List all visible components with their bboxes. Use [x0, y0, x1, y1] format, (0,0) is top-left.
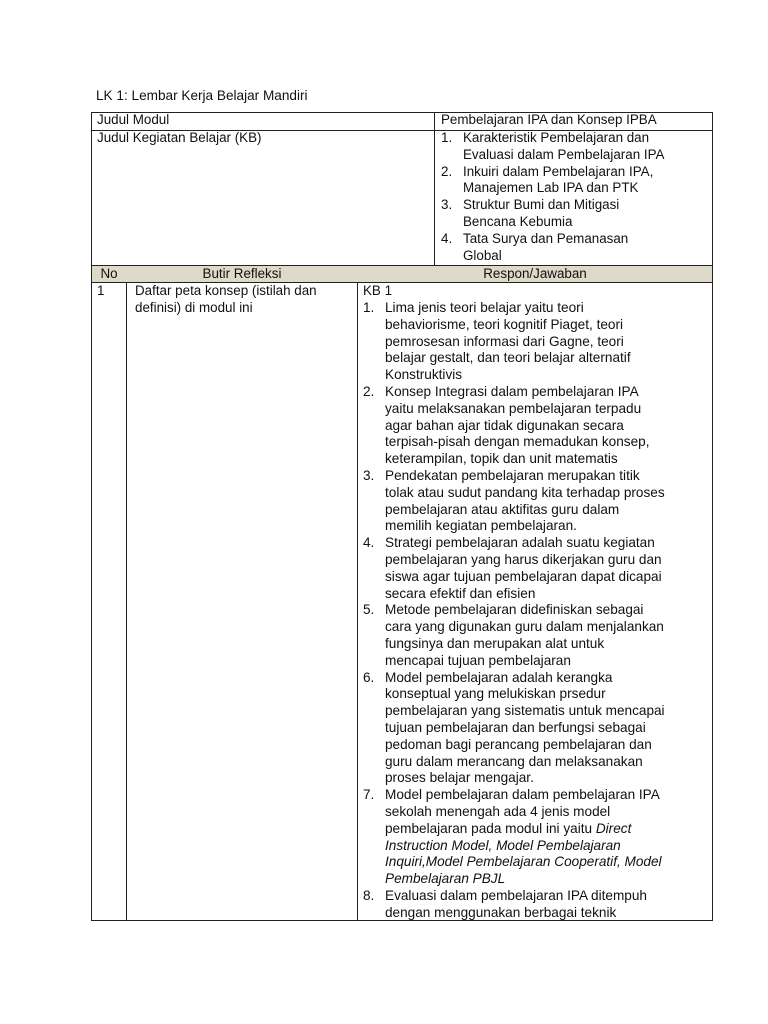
header-butir-refleksi: Butir Refleksi [202, 266, 282, 281]
header-respon-jawaban: Respon/Jawaban [483, 266, 587, 281]
row-number: 1 [97, 283, 105, 298]
list-item: 4. Tata Surya dan Pemanasan Global [441, 230, 629, 263]
butir-refleksi-text: Daftar peta konsep (istilah dan definisi) di modul ini [135, 283, 317, 315]
page-title: LK 1: Lembar Kerja Belajar Mandiri [96, 88, 308, 103]
answer-list [363, 300, 665, 921]
kb-label: KB 1 [363, 283, 393, 298]
module-label: Judul Modul [97, 112, 170, 127]
list-item: 3. Struktur Bumi dan Mitigasi Bencana Kebumia [441, 197, 620, 229]
list-item: 2. Konsep Integrasi dalam pembelajaran IPA yaitu melaksanakan pembelajaran terpadu agar bahan ajar tidak digunakan secara terpisah-pisah dengan memadukan konsep, keterampilan, topik dan unit matematis [363, 383, 650, 467]
list-item: 1. Lima jenis teori belajar yaitu teori behaviorisme, teori kognitif Piaget, teori pemrosesan informasi dari Gagne, teori belajar gestalt, dan teori belajar alternatif Konstruktivis [363, 300, 631, 383]
header-no: No [100, 266, 118, 281]
list-item: 8. Evaluasi dalam pembelajaran IPA ditempuh dengan menggunakan berbagai teknik [363, 887, 647, 920]
list-item: 3. Pendekatan pembelajaran merupakan titik tolak atau sudut pandang kita terhadap proses pembelajaran atau aktifitas guru dalam memilih kegiatan pembelajaran. [363, 467, 665, 534]
kb-title-list [441, 130, 664, 264]
module-value: Pembelajaran IPA dan Konsep IPBA [441, 112, 657, 127]
list-item: 5. Metode pembelajaran didefiniskan sebagai cara yang digunakan guru dalam menjalankan fungsinya dan merupakan alat untuk mencapai tujuan pembelajaran [363, 602, 664, 668]
list-item: 2. Inkuiri dalam Pembelajaran IPA, Manajemen Lab IPA dan PTK [441, 163, 654, 196]
kb-title-label: Judul Kegiatan Belajar (KB) [97, 130, 262, 145]
list-item: 6. Model pembelajaran adalah kerangka konseptual yang melukiskan prsedur pembelajaran yang sistematis untuk mencapai tujuan pembelajaran dan berfungsi sebagai pedoman bagi perancang pembelajaran dan guru dalam merancang dan melaksanakan proses belajar mengajar. [363, 669, 665, 786]
list-item: 7. Model pembelajaran dalam pembelajaran IPA sekolah menengah ada 4 jenis model pembelajaran pada modul ini yaitu Direct Instruction Model, Model Pembelajaran Inquiri,Model Pembelajaran Cooperatif, Model Pembelajaran PBJL [363, 787, 662, 887]
list-item: 1. Karakteristik Pembelajaran dan Evaluasi dalam Pembelajaran IPA [441, 130, 665, 162]
list-item: 4. Strategi pembelajaran adalah suatu kegiatan pembelajaran yang harus dikerjakan guru dan siswa agar tujuan pembelajaran dapat dicapai secara efektif dan efisien [363, 535, 662, 601]
